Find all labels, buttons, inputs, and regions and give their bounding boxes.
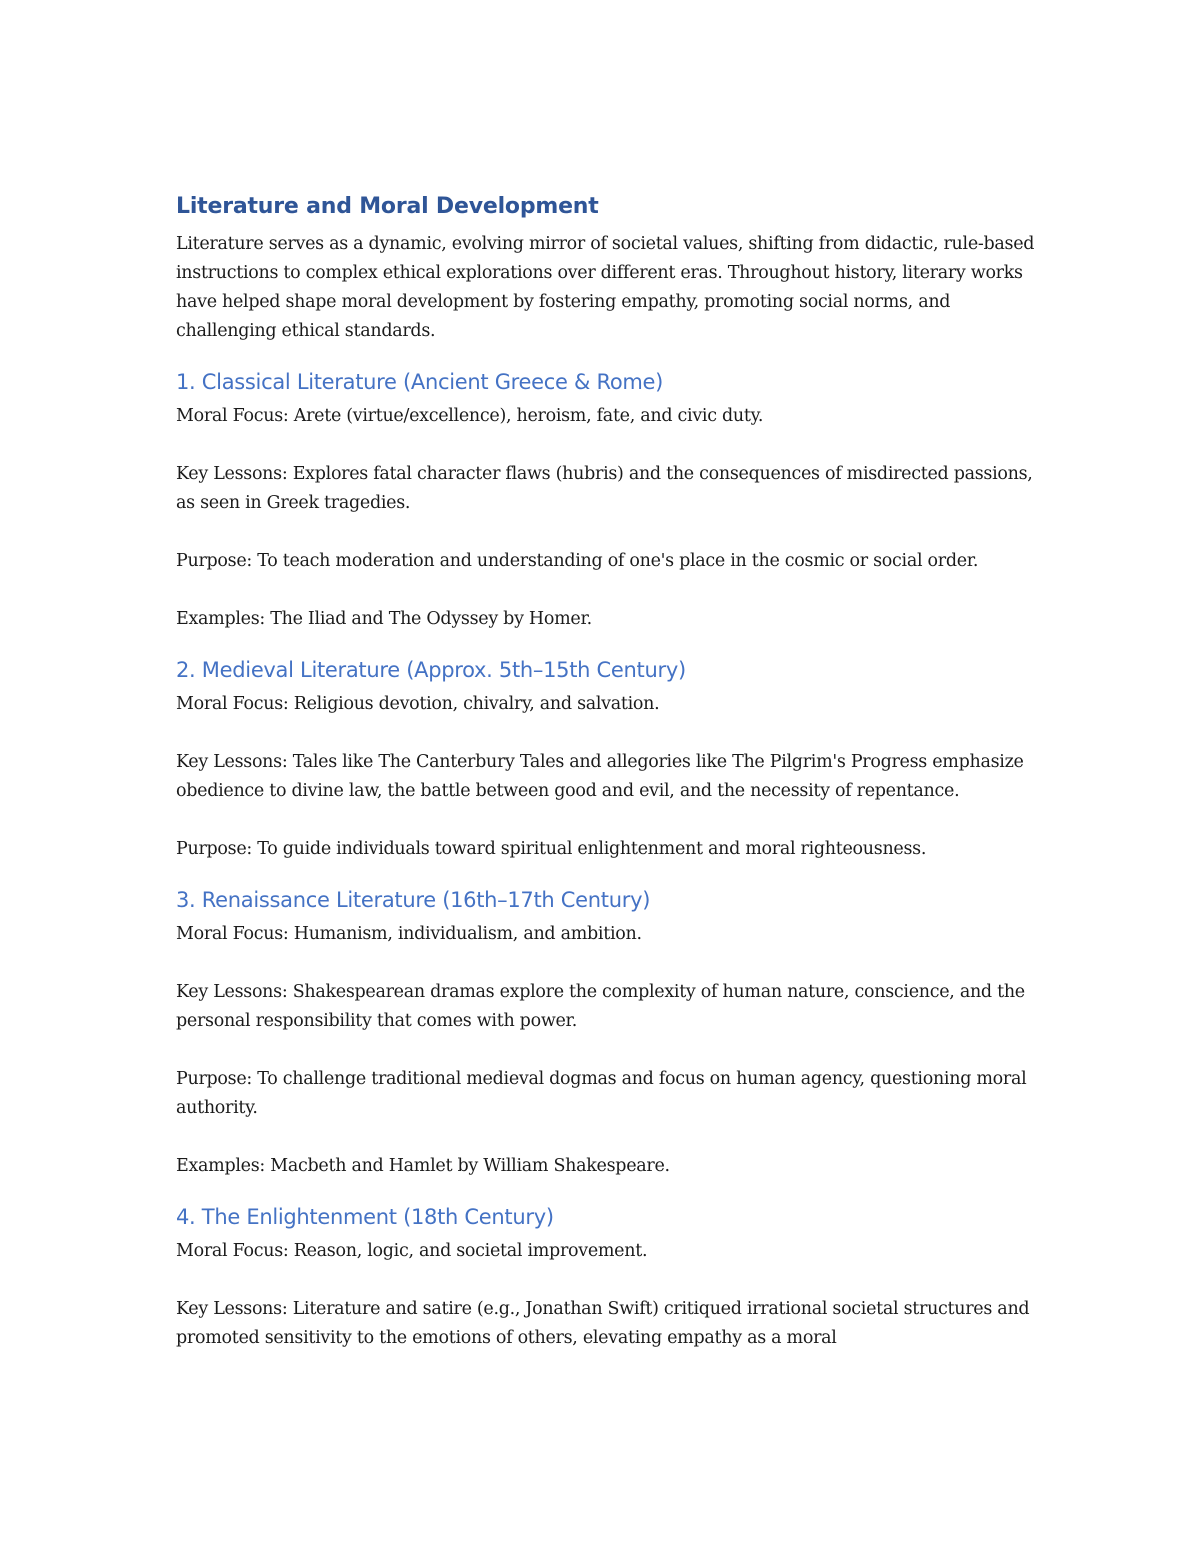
section-heading: 3. Renaissance Literature (16th–17th Century) bbox=[176, 888, 651, 912]
moral-focus-paragraph: Moral Focus: Humanism, individualism, and ambition. bbox=[176, 924, 642, 944]
key-lessons-paragraph: Key Lessons: Explores fatal character flaws (hubris) and the consequences of misdirected passions, as seen in Greek tragedies. bbox=[176, 464, 1033, 513]
section-enlightenment bbox=[176, 1201, 1036, 1353]
section-heading: 4. The Enlightenment (18th Century) bbox=[176, 1205, 554, 1229]
key-lessons-paragraph: Key Lessons: Shakespearean dramas explore the complexity of human nature, conscience, and the personal responsibility that comes with power. bbox=[176, 982, 1025, 1031]
purpose-paragraph: Purpose: To teach moderation and understanding of one's place in the cosmic or social order. bbox=[176, 551, 979, 571]
key-lessons-paragraph: Key Lessons: Literature and satire (e.g., Jonathan Swift) critiqued irrational societal structures and promoted sensitivity to the emotions of others, elevating empathy as a moral bbox=[176, 1299, 1030, 1348]
document-title: Literature and Moral Development bbox=[176, 194, 599, 219]
section-medieval bbox=[176, 654, 1036, 864]
section-heading: 2. Medieval Literature (Approx. 5th–15th Century) bbox=[176, 658, 686, 682]
section-renaissance bbox=[176, 884, 1036, 1181]
moral-focus-paragraph: Moral Focus: Religious devotion, chivalry, and salvation. bbox=[176, 694, 660, 714]
examples-paragraph: Examples: The Iliad and The Odyssey by Homer. bbox=[176, 609, 592, 629]
moral-focus-paragraph: Moral Focus: Arete (virtue/excellence), heroism, fate, and civic duty. bbox=[176, 406, 764, 426]
purpose-paragraph: Purpose: To guide individuals toward spiritual enlightenment and moral righteousness. bbox=[176, 839, 927, 859]
document-page bbox=[176, 190, 1036, 1353]
section-heading: 1. Classical Literature (Ancient Greece & Rome) bbox=[176, 370, 664, 394]
intro-paragraph: Literature serves as a dynamic, evolving mirror of societal values, shifting from didactic, rule-based instructions to complex ethical explorations over different eras. Throughout history, literary works have helped shape moral development by fostering empathy, promoting social norms, and challenging ethical standards. bbox=[176, 234, 1035, 341]
section-classical bbox=[176, 366, 1036, 634]
purpose-paragraph: Purpose: To challenge traditional medieval dogmas and focus on human agency, questioning moral authority. bbox=[176, 1069, 1027, 1118]
key-lessons-paragraph: Key Lessons: Tales like The Canterbury Tales and allegories like The Pilgrim's Progress emphasize obedience to divine law, the battle between good and evil, and the necessity of repentance. bbox=[176, 752, 1024, 801]
moral-focus-paragraph: Moral Focus: Reason, logic, and societal improvement. bbox=[176, 1241, 648, 1261]
examples-paragraph: Examples: Macbeth and Hamlet by William Shakespeare. bbox=[176, 1156, 670, 1176]
